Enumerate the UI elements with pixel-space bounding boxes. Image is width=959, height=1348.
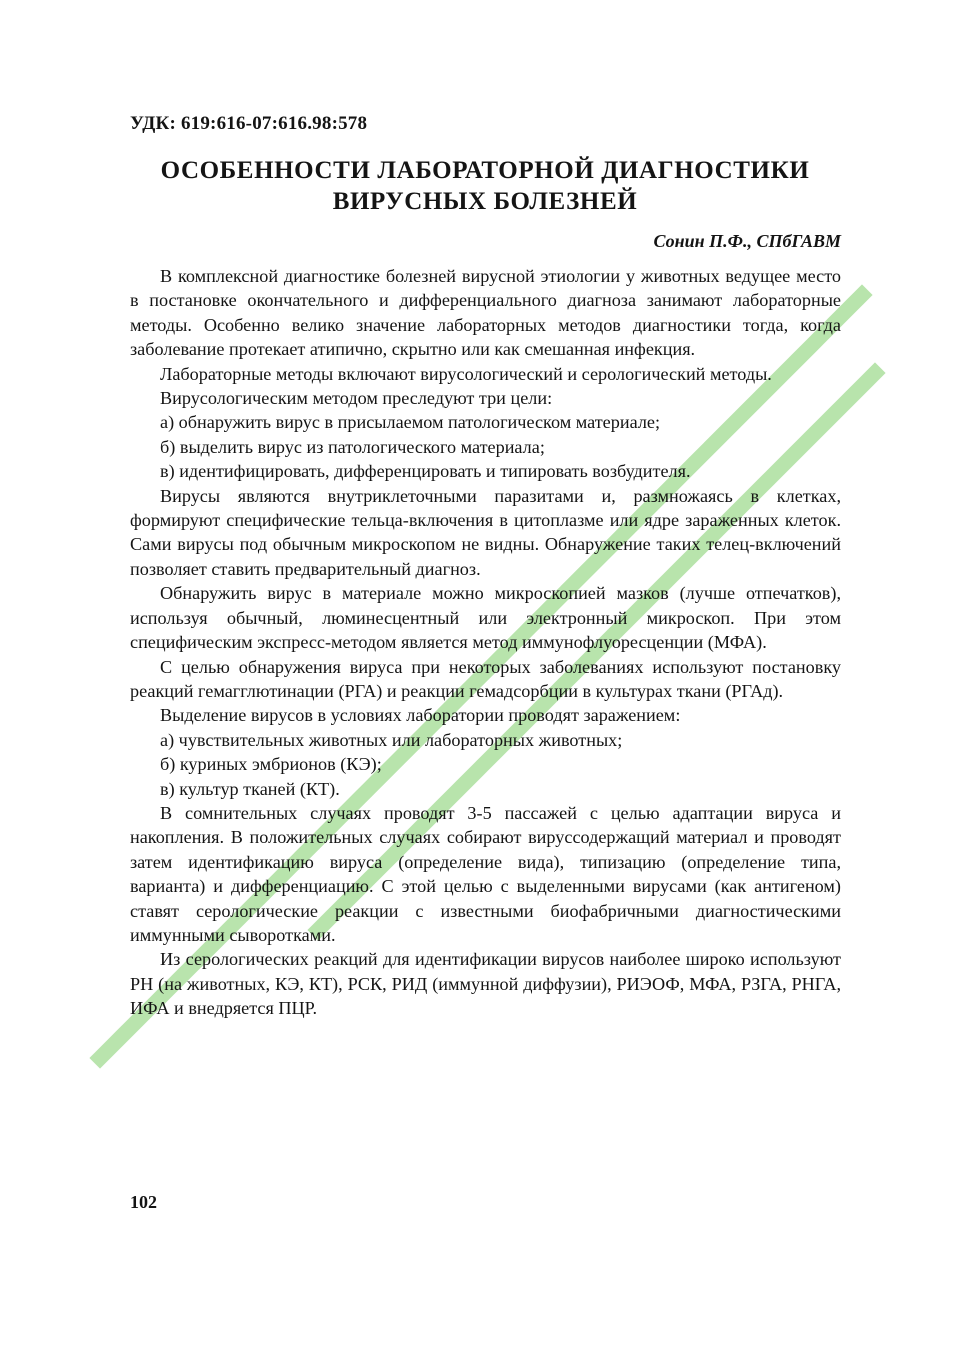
title-line-1: ОСОБЕННОСТИ ЛАБОРАТОРНОЙ ДИАГНОСТИКИ [160, 157, 810, 184]
paragraph: Выделение вирусов в условиях лаборатории проводят заражением: [160, 705, 681, 726]
list-item: б) выделить вирус из патологического материала; [160, 436, 545, 457]
paragraph: Вирусологическим методом преследуют три цели: [160, 388, 553, 409]
list-item: а) обнаружить вирус в присылаемом патологическом материале; [160, 412, 661, 433]
udk-code: УДК: 619:616-07:616.98:578 [130, 113, 368, 134]
article-body [130, 264, 841, 1021]
list-item: в) идентифицировать, дифференцировать и типировать возбудителя. [160, 461, 691, 482]
paragraph: В комплексной диагностике болезней вирусной этиологии у животных ведущее место в постановке окончательного и дифференциального диагноза занимают лабораторные методы. Особенно велико значение лабораторных методов диагностики тогда, когда заболевание протекает атипично, скрытно или как смешанная инфекция. [130, 266, 841, 360]
list-item: в) культур тканей (КТ). [160, 778, 340, 799]
list-item: а) чувствительных животных или лабораторных животных; [160, 729, 623, 750]
title-line-2: ВИРУСНЫХ БОЛЕЗНЕЙ [332, 188, 638, 215]
article-title [120, 155, 850, 217]
paragraph: В сомнительных случаях проводят 3-5 пассажей с целью адаптации вируса и накопления. В положительных случаях собирают вируссодержащий материал и проводят затем идентификацию вируса (определение вида), типизацию (определение типа, варианта) и дифференциацию. С этой целью с выделенными вирусами (как антигеном) ставят серологические реакции с известными биофабричными диагностическими иммунными сыворотками. [130, 802, 841, 945]
paragraph: С целью обнаружения вируса при некоторых заболеваниях используют постановку реакций гемагглютинации (РГА) и реакции гемадсорбции в культурах ткани (РГАд). [130, 656, 841, 701]
author-line: Сонин П.Ф., СПбГАВМ [653, 231, 841, 251]
paragraph: Лабораторные методы включают вирусологический и серологический методы. [160, 363, 772, 384]
page-number: 102 [130, 1192, 157, 1212]
list-item: б) куриных эмбрионов (КЭ); [160, 754, 382, 775]
paragraph: Обнаружить вирус в материале можно микроскопией мазков (лучше отпечатков), используя обычный, люминесцентный или электронный микроскоп. При этом специфическим экспресс-методом является метод иммунофлуоресценции (МФА). [130, 583, 841, 653]
paragraph: Вирусы являются внутриклеточными паразитами и, размножаясь в клетках, формируют специфические тельца-включения в цитоплазме или ядре зараженных клеток. Сами вирусы под обычным микроскопом не видны. Обнаружение таких телец-включений позволяет ставить предварительный диагноз. [130, 485, 841, 579]
paragraph: Из серологических реакций для идентификации вирусов наиболее широко используют РН (на животных, КЭ, КТ), РСК, РИД (иммунной диффузии), РИЭОФ, МФА, РЗГА, РНГА, ИФА и внедряется ПЦР. [130, 949, 841, 1019]
